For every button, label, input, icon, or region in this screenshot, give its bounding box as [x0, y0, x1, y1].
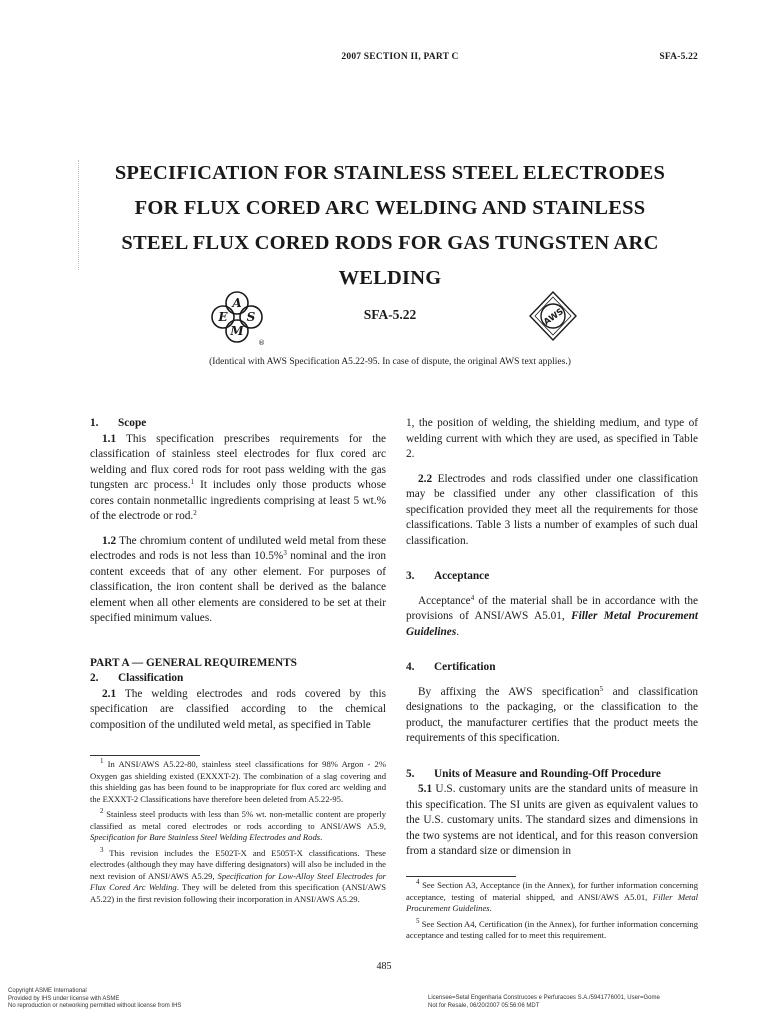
footnote-4: $^4$ See Section A3, Acceptance (in the Annex), for further information concerning acceptance, testing of material shipped, and ANSI/AWS A5.01, Filler Metal Procurement Guidelines. [406, 878, 699, 913]
part-a-heading: PART A — GENERAL REQUIREMENTS [90, 656, 297, 669]
asme-letter-a: A [232, 296, 242, 310]
section-heading-scope: 1. Scope [90, 417, 147, 429]
paragraph-2-1: 2.1 The welding electrodes and rods covered by this specification are classified according to the chemical composition of the undiluted weld metal, as specified in Table [90, 687, 386, 731]
paragraph-2-2: 2.2 Electrodes and rods classified under one classification may be classified under any other classification of this specification provided they meet all the requirements for those classifications. Table 3 lists a number of examples of such dual classification. [406, 472, 698, 547]
footnote-rule [90, 755, 200, 756]
footnote-5: $^5$ See Section A4, Certification (in the Annex), for further information concerning acceptance and testing called for to meet this requirement. [406, 916, 698, 940]
footnote-rule [406, 876, 516, 877]
aws-letters: AWS [542, 306, 566, 328]
footnotes-left [90, 755, 386, 909]
header-section: 2007 SECTION II, PART C [341, 52, 459, 62]
footer-line: No reproduction or networking permitted without license from IHS [8, 1003, 182, 1009]
asme-letter-s: S [246, 310, 256, 324]
asme-logo-icon [208, 288, 266, 348]
footer-line: Copyright ASME International [8, 988, 87, 994]
page-number: 485 [376, 961, 392, 972]
section-heading-acceptance: 3. Acceptance [406, 570, 490, 582]
spec-code: SFA-5.22 [363, 307, 417, 322]
section-heading-certification: 4. Certification [406, 661, 496, 673]
section-heading-units: 5. Units of Measure and Rounding-Off Procedure [406, 767, 661, 780]
running-header [0, 52, 768, 66]
aws-logo-icon [528, 290, 578, 342]
title-line: SPECIFICATION FOR STAINLESS STEEL ELECTRODES [114, 162, 666, 184]
footnote-3: $^3$ This revision includes the E502T-X and E505T-X classifications. These electrodes (although they may have differing designators) will also be included in the next revision of ANSI/AWS A5.29, Specification for Low-Alloy Steel Electrodes for Flux Cored Arc Welding. They will be deleted from this specification (ANSI/AWS A5.22) in the first revision following their incorporation in ANSI/AWS A5.29. [90, 845, 386, 904]
footnotes-right [406, 876, 698, 946]
left-column [90, 416, 386, 733]
paragraph-1-2: 1.2 The chromium content of undiluted weld metal from these electrodes and rods is not less than 10.5%$^3$ nominal and the iron content exceeds that of any other element. For purposes of classification, the iron content shall be derived as the balance element when all other elements are considered to be set at their specified minimum values. [90, 534, 386, 624]
paragraph-3: Acceptance$^4$ of the material shall be in accordance with the provisions of ANSI/AWS A5.01, Filler Metal Procurement Guidelines. [406, 593, 698, 638]
footnote-2: $^2$ Stainless steel products with less than 5% wt. non-metallic content are properly classified as metal cored electrodes or rods according to ANSI/AWS A5.9, Specification for Bare Stainless Steel Welding Electrodes and Rods. [90, 807, 386, 842]
footer-license-left [8, 988, 181, 1011]
footer-line: Not for Resale, 06/20/2007 05:56:06 MDT [428, 1002, 540, 1009]
footnote-1: $^1$ In ANSI/AWS A5.22-80, stainless steel classifications for 98% Argon - 2% Oxygen gas shielding existed (EXXXT-2). The combination of a slag covering and this shielding gas has been found to be inappropriate for flux cored arc welding and the EXXXT-2 Classifications have therefore been deleted from A5.22-95. [90, 757, 386, 804]
paragraph-1-1: 1.1 This specification prescribes requirements for the classification of stainless steel electrodes for flux cored arc welding and flux cored rods for root pass welding with the gas tungsten arc process.$^1$ It includes only those products whose cores contain nonmetallic ingredients comprising at least 5 wt.% of the electrode or rod.$^2$ [90, 432, 386, 522]
asme-letter-e: E [218, 310, 228, 324]
section-heading-classification: 2. Classification [90, 672, 184, 684]
footer-line: Licensee=Setal Engenharia Construcoes e Perfuracoes S.A./5941776001, User=Gome [428, 995, 660, 1001]
header-spec: SFA-5.22 [659, 52, 698, 62]
right-column [406, 416, 698, 860]
document-title [70, 156, 710, 296]
title-line: FOR FLUX CORED ARC WELDING AND STAINLESS [134, 197, 646, 219]
paragraph-2-1-continued: 1, the position of welding, the shielding medium, and type of welding current with which they are used, as specified in Table 2. [406, 417, 698, 460]
footer-license-right [428, 995, 660, 1010]
title-line: WELDING [338, 267, 442, 289]
asme-letter-m: M [230, 324, 244, 338]
identical-note: (Identical with AWS Specification A5.22-95. In case of dispute, the original AWS text applies.) [209, 357, 571, 367]
footer-line: Provided by IHS under license with ASME [8, 995, 120, 1002]
title-line: STEEL FLUX CORED RODS FOR GAS TUNGSTEN ARC [121, 232, 659, 254]
registered-mark: ® [258, 339, 265, 347]
paragraph-4: By affixing the AWS specification$^5$ and classification designations to the packaging, or the classification to the product, the manufacturer certifies that the product meets the requirements of this specification. [406, 684, 698, 744]
paragraph-5-1: 5.1 U.S. customary units are the standard units of measure in this specification. The SI units are given as equivalent values to the U.S. customary units. The standard sizes and dimensions in the two systems are not identical, and for this reason conversion from a standard size or dimension in [406, 783, 698, 857]
